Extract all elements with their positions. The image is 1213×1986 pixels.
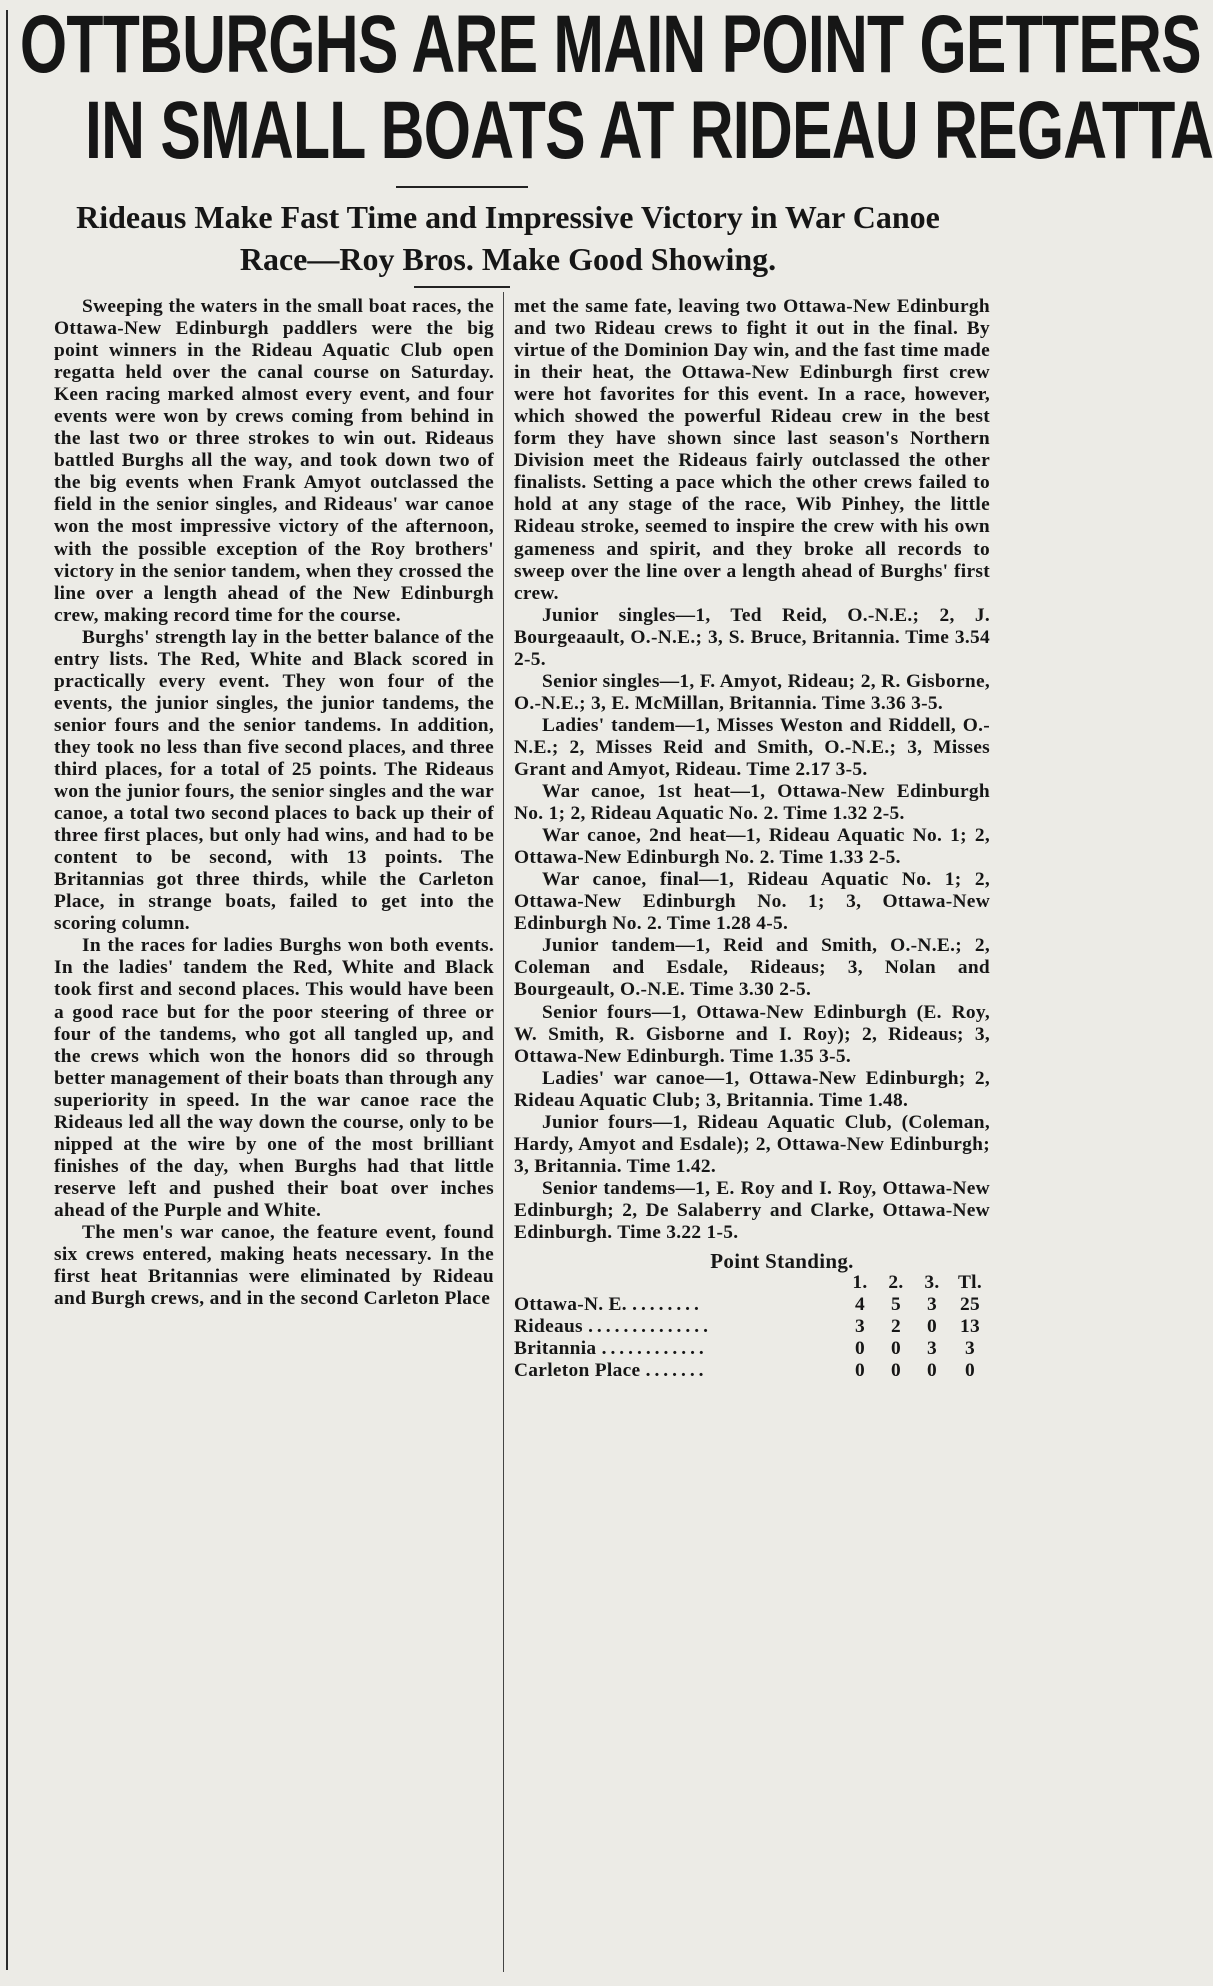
second-count: 0 xyxy=(891,1338,901,1360)
article-paragraph: The men's war canoe, the feature event, found six crews entered, making heats necessary. In the first heat Britannias were eliminated by Rideau and Burgh crews, and in the second Carleton Place xyxy=(54,1221,494,1310)
total-points: 13 xyxy=(960,1316,980,1338)
third-count: 0 xyxy=(927,1316,937,1338)
header-third: 3. xyxy=(924,1272,940,1294)
subheadline-line-2: Race—Roy Bros. Make Good Showing. xyxy=(239,241,777,277)
first-count: 0 xyxy=(855,1338,865,1360)
column-rule xyxy=(503,292,504,1972)
result-junior-fours: Junior fours—1, Rideau Aquatic Club, (Coleman, Hardy, Amyot and Esdale); 2, Ottawa-New Edinburgh; 3, Britannia. Time 1.42. xyxy=(514,1111,990,1177)
result-senior-fours: Senior fours—1, Ottawa-New Edinburgh (E. Roy, W. Smith, R. Gisborne and I. Roy); 2, Rideaus; 3, Ottawa-New Edinburgh. Time 1.35 3-5. xyxy=(514,1001,990,1067)
team-name: Britannia xyxy=(514,1338,597,1360)
team-name: Ottawa-N. E. xyxy=(514,1294,627,1316)
header-total: Tl. xyxy=(957,1272,983,1294)
article-column-1 xyxy=(54,296,494,1310)
point-standing xyxy=(514,1250,990,1382)
result-war-canoe-heat-2: War canoe, 2nd heat—1, Rideau Aquatic No. 1; 2, Ottawa-New Edinburgh No. 2. Time 1.33 2-5. xyxy=(514,825,990,869)
first-count: 0 xyxy=(855,1360,865,1382)
first-count: 3 xyxy=(855,1316,865,1338)
headline xyxy=(14,0,1213,176)
team-name: Rideaus xyxy=(514,1316,583,1338)
subhead-divider xyxy=(414,286,510,288)
result-senior-singles: Senior singles—1, F. Amyot, Rideau; 2, R. Gisborne, O.-N.E.; 3, E. McMillan, Britannia. Time 3.36 3-5. xyxy=(514,670,990,714)
headline-line-2: IN SMALL BOATS AT RIDEAU REGATTA xyxy=(85,85,1213,176)
first-count: 4 xyxy=(855,1294,865,1316)
subheadline-line-1: Rideaus Make Fast Time and Impressive Victory in War Canoe xyxy=(76,199,940,235)
result-senior-tandems: Senior tandems—1, E. Roy and I. Roy, Ottawa-New Edinburgh; 2, De Salaberry and Clarke, Ottawa-New Edinburgh. Time 3.22 1-5. xyxy=(514,1177,990,1243)
article-paragraph: Sweeping the waters in the small boat races, the Ottawa-New Edinburgh paddlers were the big point winners in the Rideau Aquatic Club open regatta held over the canal course on Saturday. Keen racing marked almost every event, and four events were won by crews coming from behind in the last two or three strokes to win out. Rideaus battled Burghs all the way, and took down two of the big events when Frank Amyot outclassed the field in the senior singles, and Rideaus' war canoe won the most impressive victory of the afternoon, with the possible exception of the Roy brothers' victory in the senior tandem, when they crossed the line over a length ahead of the New Edinburgh crew, making record time for the course. xyxy=(54,296,494,626)
header-first: 1. xyxy=(852,1272,868,1294)
point-standing-title: Point Standing. xyxy=(710,1249,854,1274)
headline-line-1: OTTBURGHS ARE MAIN POINT GETTERS xyxy=(19,0,1201,90)
article-paragraph: In the races for ladies Burghs won both events. In the ladies' tandem the Red, White and Black took first and second places. This would have been a good race but for the poor steering of three or four of the tandems, who got all tangled up, and the crews which won the honors did so through better management of their boats than through any superiority in speed. In the war canoe race the Rideaus led all the way down the course, only to be nipped at the wire by one of the most brilliant finishes of the day, when Burghs had that little reserve left and pushed their boat over inches ahead of the Purple and White. xyxy=(54,935,494,1221)
subheadline xyxy=(16,196,1000,280)
table-row: Carleton Place ....... 0 0 0 0 xyxy=(514,1360,990,1382)
second-count: 0 xyxy=(891,1360,901,1382)
result-ladies-war-canoe: Ladies' war canoe—1, Ottawa-New Edinburgh; 2, Rideau Aquatic Club; 3, Britannia. Time 1.48. xyxy=(514,1067,990,1111)
total-points: 25 xyxy=(960,1294,980,1316)
header-second: 2. xyxy=(888,1272,904,1294)
result-junior-singles: Junior singles—1, Ted Reid, O.-N.E.; 2, J. Bourgeaault, O.-N.E.; 3, S. Bruce, Britannia. Time 3.54 2-5. xyxy=(514,604,990,670)
third-count: 0 xyxy=(927,1360,937,1382)
article-paragraph: met the same fate, leaving two Ottawa-New Edinburgh and two Rideau crews to fight it out in the final. By virtue of the Dominion Day win, and the fast time made in their heat, the Ottawa-New Edinburgh first crew were hot favorites for this event. In a race, however, which showed the powerful Rideau crew in the best form they have shown since last season's Northern Division meet the Rideaus fairly outclassed the other finalists. Setting a pace which the other crews failed to hold at any stage of the race, Wib Pinhey, the little Rideau stroke, seemed to inspire the crew with his own gameness and spirit, and they broke all records to sweep over the line over a length ahead of Burghs' first crew. xyxy=(514,296,990,604)
article-column-2 xyxy=(514,296,990,1382)
left-border-rule xyxy=(6,10,8,1970)
point-standing-header xyxy=(514,1272,990,1294)
second-count: 2 xyxy=(891,1316,901,1338)
result-war-canoe-heat-1: War canoe, 1st heat—1, Ottawa-New Edinburgh No. 1; 2, Rideau Aquatic No. 2. Time 1.32 2-5. xyxy=(514,781,990,825)
table-row: Britannia ............ 0 0 3 3 xyxy=(514,1338,990,1360)
total-points: 0 xyxy=(965,1360,975,1382)
team-name: Carleton Place xyxy=(514,1360,641,1382)
second-count: 5 xyxy=(891,1294,901,1316)
table-row: Rideaus .............. 3 2 0 13 xyxy=(514,1316,990,1338)
result-war-canoe-final: War canoe, final—1, Rideau Aquatic No. 1; 2, Ottawa-New Edinburgh No. 1; 3, Ottawa-New Edinburgh No. 2. Time 1.28 4-5. xyxy=(514,869,990,935)
result-ladies-tandem: Ladies' tandem—1, Misses Weston and Riddell, O.-N.E.; 2, Misses Reid and Smith, O.-N.E.; 3, Misses Grant and Amyot, Rideau. Time 2.17 3-5. xyxy=(514,714,990,780)
third-count: 3 xyxy=(927,1294,937,1316)
table-row: Ottawa-N. E. ........ 4 5 3 25 xyxy=(514,1294,990,1316)
total-points: 3 xyxy=(965,1338,975,1360)
result-junior-tandem: Junior tandem—1, Reid and Smith, O.-N.E.; 2, Coleman and Esdale, Rideaus; 3, Nolan and Bourgeault, O.-N.E. Time 3.30 2-5. xyxy=(514,935,990,1001)
headline-divider xyxy=(396,186,528,188)
third-count: 3 xyxy=(927,1338,937,1360)
article-paragraph: Burghs' strength lay in the better balance of the entry lists. The Red, White and Black scored in practically every event. They won four of the events, the junior singles, the junior tandems, the senior fours and the senior tandems. In addition, they took no less than five second places, and three third places, for a total of 25 points. The Rideaus won the junior fours, the senior singles and the war canoe, a total two second places to back up their of three first places, but only had wins, and had to be content to be second, with 13 points. The Britannias got three thirds, while the Carleton Place, in strange boats, failed to get into the scoring column. xyxy=(54,626,494,935)
point-standing-table xyxy=(514,1272,990,1382)
